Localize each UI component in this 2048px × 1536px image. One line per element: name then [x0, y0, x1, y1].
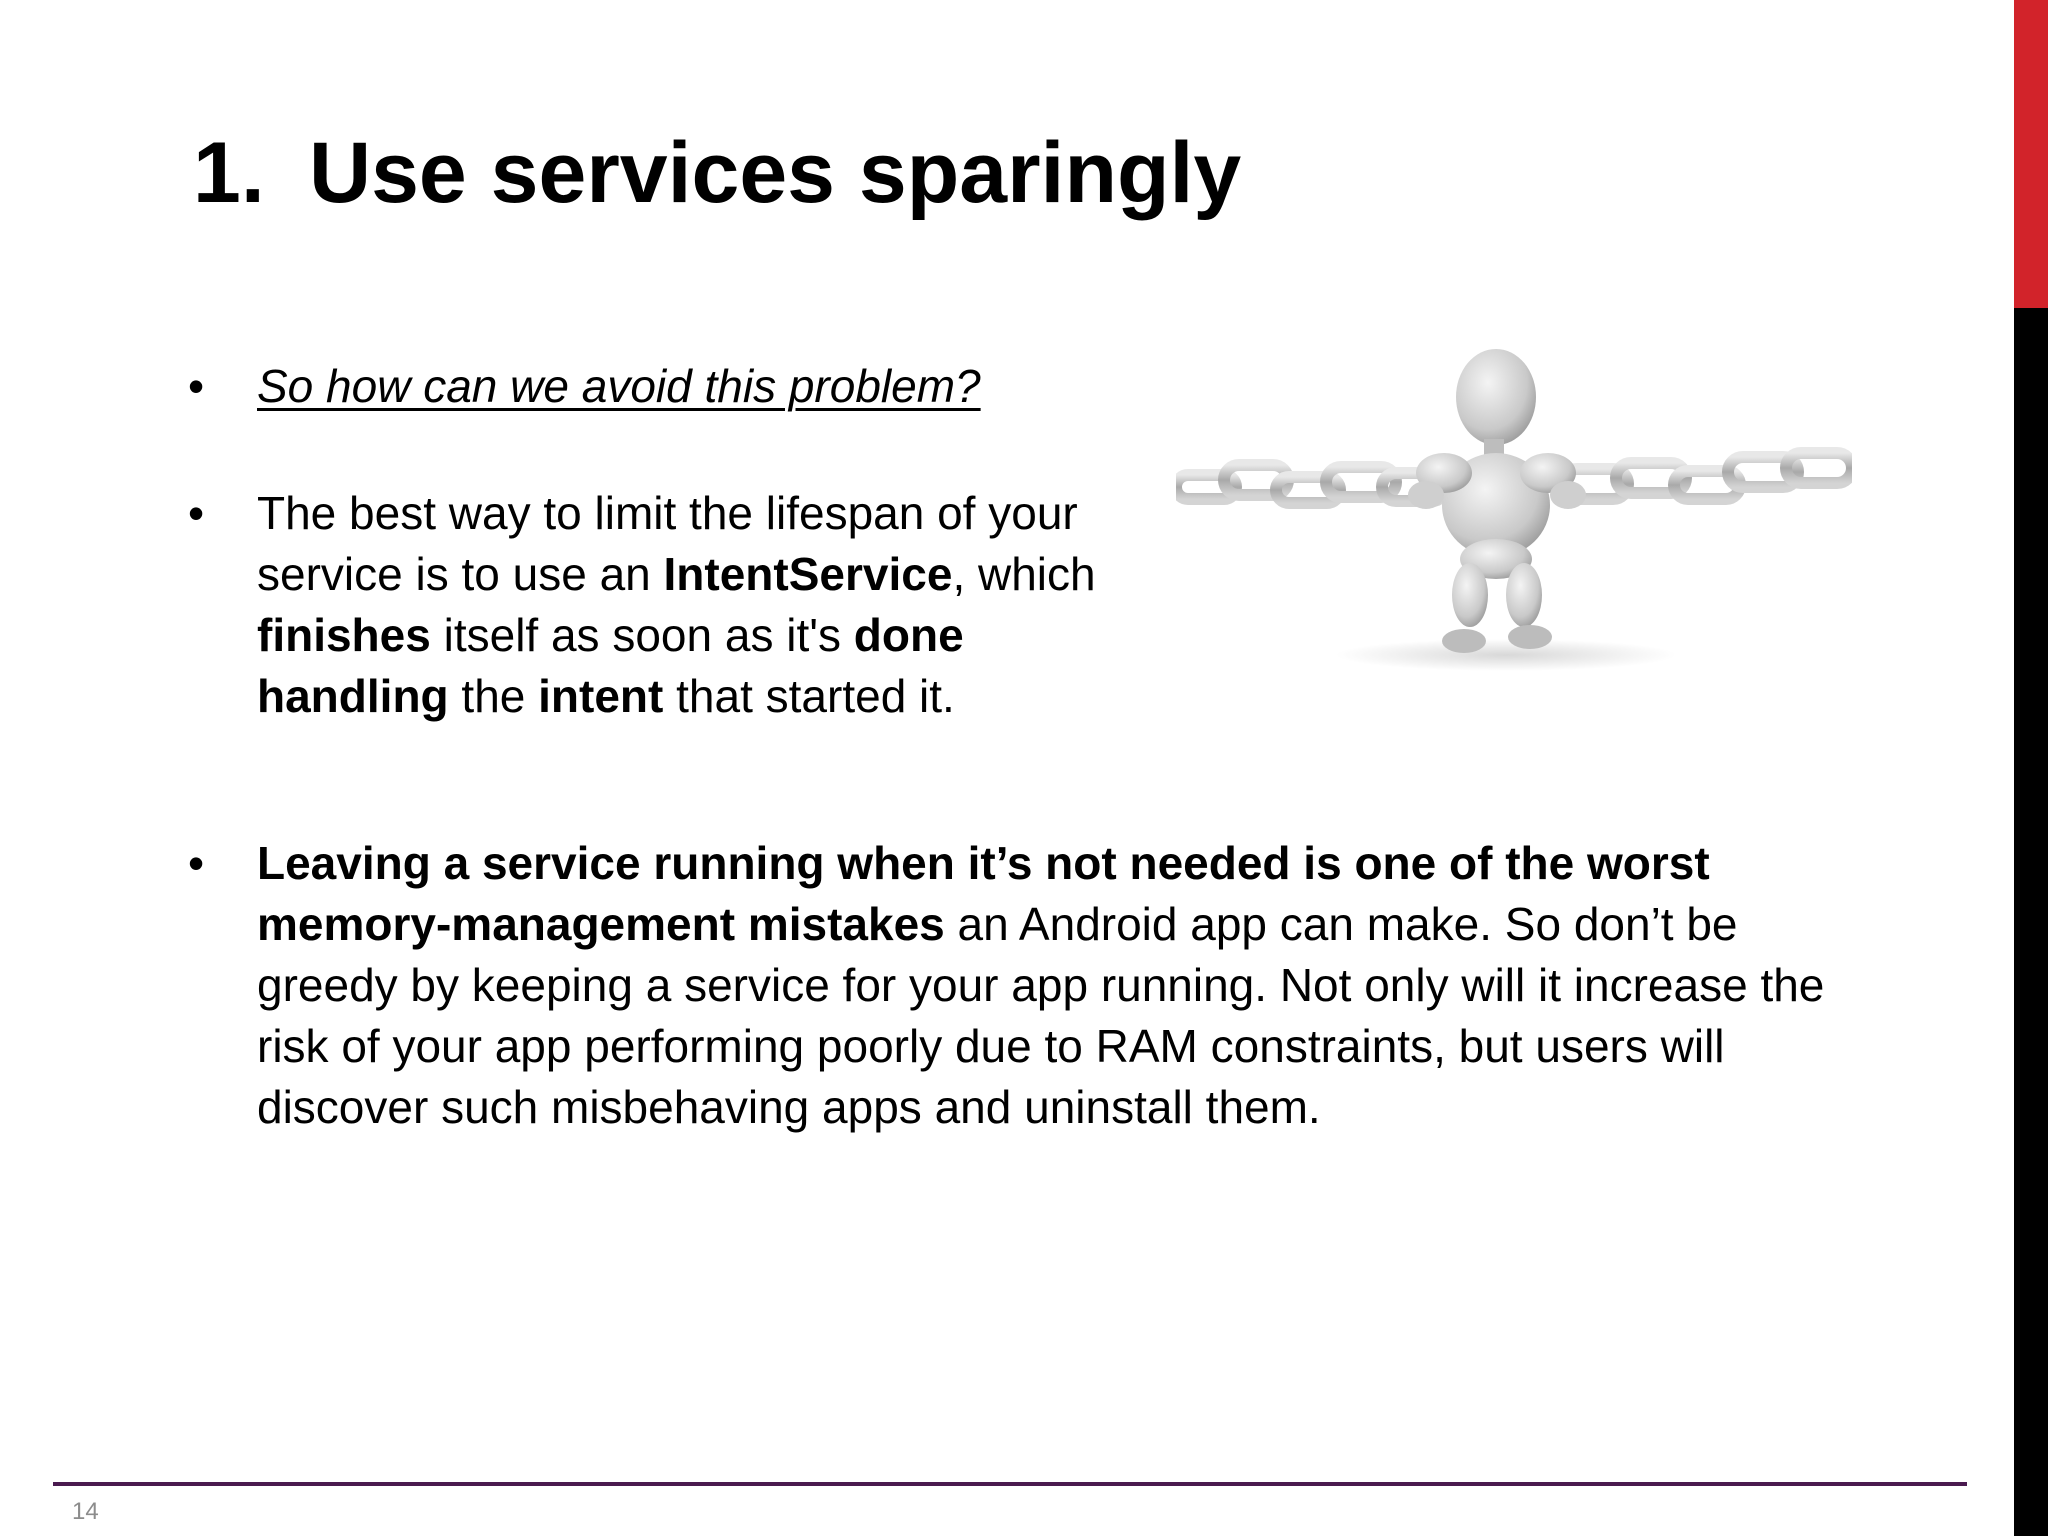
bullet-question-text: So how can we avoid this problem? [257, 360, 981, 412]
bold-run: Leaving a service running when it’s not needed is one of the worst memory-management mistakes [257, 837, 1710, 950]
bold-run: finishes [257, 609, 431, 661]
page-number: 14 [72, 1498, 99, 1525]
title-text: Use services sparingly [309, 125, 1242, 221]
title-number: 1. [193, 125, 265, 221]
text-run: itself as soon as it's [430, 609, 854, 661]
text-run: an Android app can make. So don’t be greedy by keeping a service for your app running. Not only will it increase the risk of your app performing poorly due to RAM constraints, but users will discover such misbehaving apps and uninstall them. [257, 898, 1825, 1133]
bullet-dot: • [188, 837, 205, 889]
bullet-intentservice [188, 483, 1188, 727]
chained-figure-illustration [1176, 345, 1852, 675]
text-run: the [448, 670, 539, 722]
bold-run: intent [538, 670, 664, 722]
text-run: that started it. [663, 670, 955, 722]
accent-bar-black [2014, 308, 2048, 1536]
footer-divider [53, 1482, 1967, 1486]
bullet-leaving-service [188, 833, 1828, 1138]
accent-bar-red [2014, 0, 2048, 308]
bullet-intentservice-text [257, 483, 1157, 727]
bold-run: done handling [257, 609, 964, 722]
text-run: The best way to limit the lifespan of your service is to use an [257, 487, 1078, 600]
bullet-dot: • [188, 487, 205, 539]
bullet-leaving-service-text [257, 833, 1857, 1138]
text-run: , which [952, 548, 1096, 600]
bullet-dot: • [188, 360, 205, 412]
slide-title [193, 118, 1241, 228]
bold-run: IntentService [663, 548, 953, 600]
